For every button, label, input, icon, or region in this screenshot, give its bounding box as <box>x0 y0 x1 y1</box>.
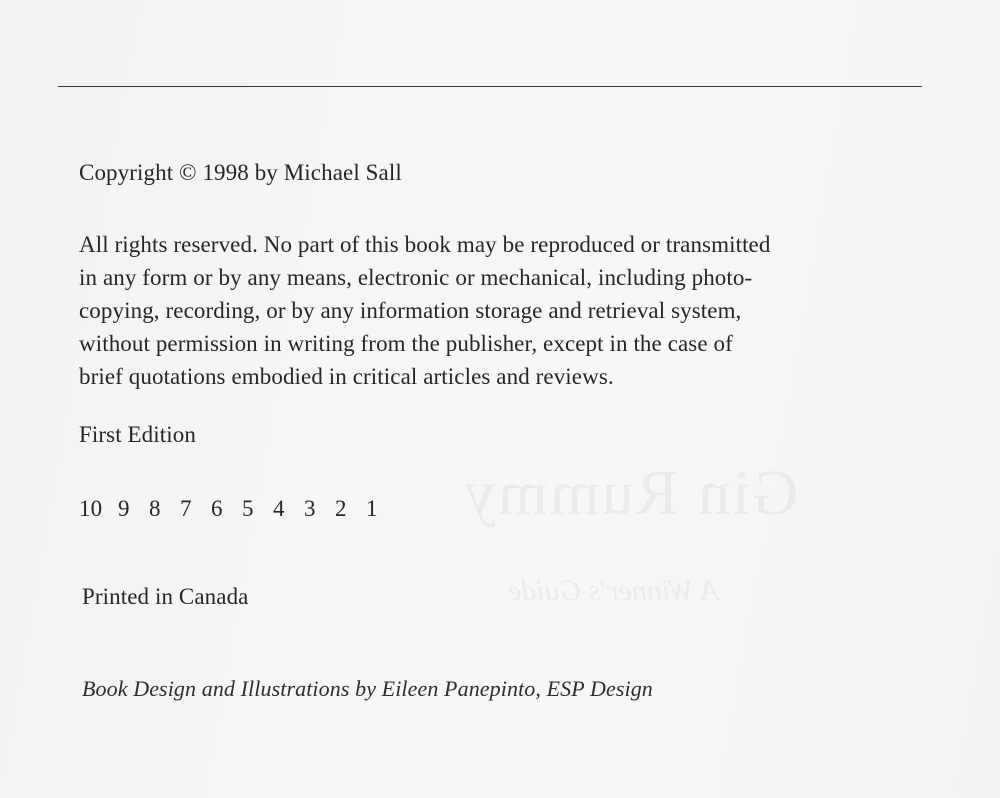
rights-paragraph <box>79 228 929 393</box>
printing-number: 6 <box>211 496 223 521</box>
rights-line: copying, recording, or by any information storage and retrieval system, <box>79 298 742 323</box>
design-credit: Book Design and Illustrations by Eileen Panepinto, ESP Design <box>82 676 653 701</box>
rights-line: in any form or by any means, electronic or mechanical, including photo- <box>79 265 753 290</box>
rights-line: without permission in writing from the publisher, except in the case of <box>79 331 733 356</box>
edition-line: First Edition <box>79 422 196 447</box>
printing-number: 5 <box>242 496 254 521</box>
rights-line: brief quotations embodied in critical articles and reviews. <box>79 364 614 389</box>
printing-number: 8 <box>149 496 161 521</box>
printing-number: 9 <box>118 496 130 521</box>
printing-number: 2 <box>335 496 347 521</box>
printing-number: 1 <box>366 496 378 521</box>
printing-number: 3 <box>304 496 316 521</box>
top-rule <box>58 86 922 87</box>
printed-in-line: Printed in Canada <box>82 584 249 609</box>
printing-number: 7 <box>180 496 192 521</box>
rights-line: All rights reserved. No part of this book may be reproduced or transmitted <box>79 232 771 257</box>
copyright-line: Copyright © 1998 by Michael Sall <box>79 160 402 185</box>
printing-number-line <box>79 496 397 522</box>
show-through-title: Gin Rummy <box>462 457 799 528</box>
printing-number: 4 <box>273 496 285 521</box>
printing-number: 10 <box>79 496 103 521</box>
show-through-subtitle: A Winner's Guide <box>508 574 719 607</box>
